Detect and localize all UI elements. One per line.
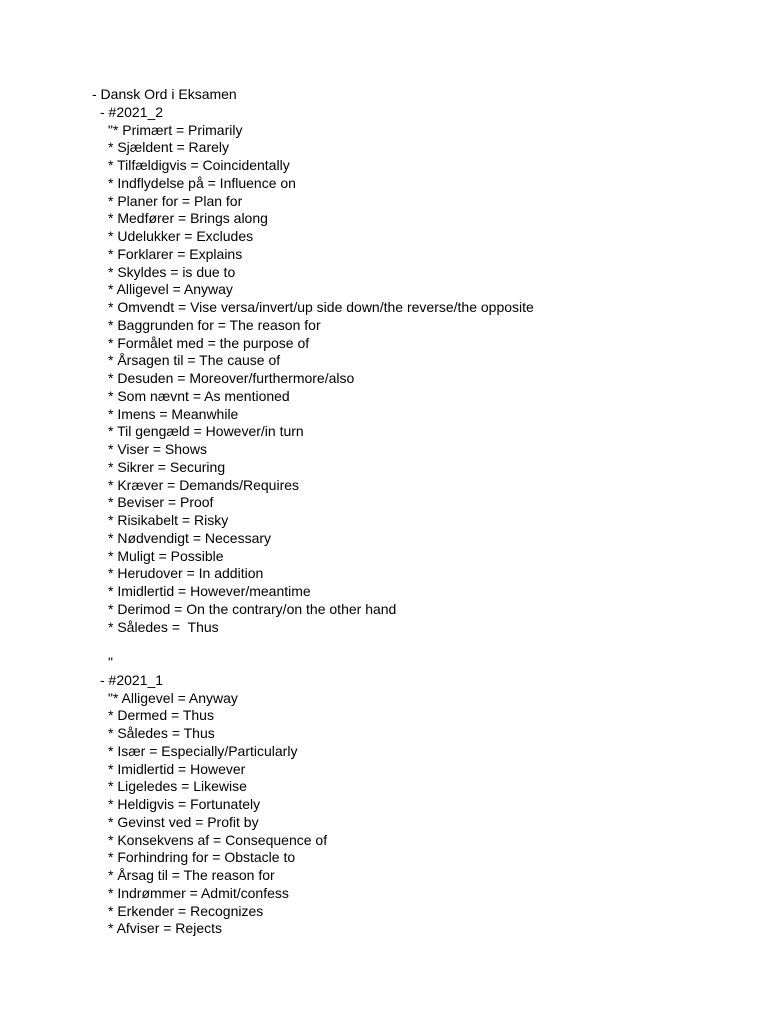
blank-line <box>92 636 752 654</box>
list-item: * Sikrer = Securing <box>108 458 226 475</box>
document-body <box>92 86 752 938</box>
list-item: * Erkender = Recognizes <box>108 902 264 919</box>
list-item: * Formålet med = the purpose of <box>108 334 310 351</box>
list-item: * Kræver = Demands/Requires <box>108 476 300 493</box>
list-item: * Udelukker = Excludes <box>108 228 254 244</box>
list-item: * Således = Thus <box>108 618 219 635</box>
section-2021-2 <box>92 104 752 672</box>
list-item: * Indflydelse på = Influence on <box>108 174 296 191</box>
list-item: * Især = Especially/Particularly <box>108 742 298 759</box>
list-item: * Skyldes = is due to <box>108 263 236 280</box>
section-2021-1 <box>92 672 752 938</box>
closing-quote: " <box>108 654 113 670</box>
list-item: * Imidlertid = However <box>108 760 246 777</box>
list-item: * Som nævnt = As mentioned <box>108 387 290 404</box>
list-item: * Omvendt = Vise versa/invert/up side down/the reverse/the opposite <box>108 299 534 315</box>
list-item: * Årsag til = The reason for <box>108 867 275 883</box>
list-item: * Til gengæld = However/in turn <box>108 423 304 440</box>
list-item: * Forklarer = Explains <box>108 245 243 262</box>
list-item: * Konsekvens af = Consequence of <box>108 831 328 848</box>
list-item: "* Primært = Primarily <box>108 121 243 138</box>
list-item: * Tilfældigvis = Coincidentally <box>108 157 290 173</box>
list-item: * Beviser = Proof <box>108 494 214 511</box>
list-item: * Muligt = Possible <box>108 547 224 564</box>
list-item: "* Alligevel = Anyway <box>108 689 238 706</box>
list-item: * Derimod = On the contrary/on the other hand <box>108 600 397 617</box>
list-item: * Gevinst ved = Profit by <box>108 813 259 830</box>
section-heading: - #2021_1 <box>100 671 164 688</box>
document-title: - Dansk Ord i Eksamen <box>92 86 237 102</box>
list-item: * Indrømmer = Admit/confess <box>108 884 289 901</box>
list-item: * Årsagen til = The cause of <box>108 352 281 369</box>
list-item: * Sjældent = Rarely <box>108 139 230 156</box>
list-item: * Ligeledes = Likewise <box>108 778 247 795</box>
list-item: * Afviser = Rejects <box>108 920 222 937</box>
list-item: * Planer for = Plan for <box>108 192 243 209</box>
list-item: * Medfører = Brings along <box>108 210 268 227</box>
list-item: * Alligevel = Anyway <box>108 281 233 298</box>
list-item: * Desuden = Moreover/furthermore/also <box>108 370 355 386</box>
list-item: * Imens = Meanwhile <box>108 405 239 422</box>
list-item: * Risikabelt = Risky <box>108 512 229 528</box>
list-item: * Nødvendigt = Necessary <box>108 529 272 546</box>
list-item: * Baggrunden for = The reason for <box>108 316 321 333</box>
list-item: * Dermed = Thus <box>108 707 214 724</box>
section-heading: - #2021_2 <box>100 103 164 120</box>
list-item: * Heldigvis = Fortunately <box>108 796 261 812</box>
list-item: * Forhindring for = Obstacle to <box>108 849 296 866</box>
list-item: * Således = Thus <box>108 725 215 741</box>
list-item: * Imidlertid = However/meantime <box>108 583 311 599</box>
list-item: * Herudover = In addition <box>108 565 264 582</box>
list-item: * Viser = Shows <box>108 441 207 457</box>
